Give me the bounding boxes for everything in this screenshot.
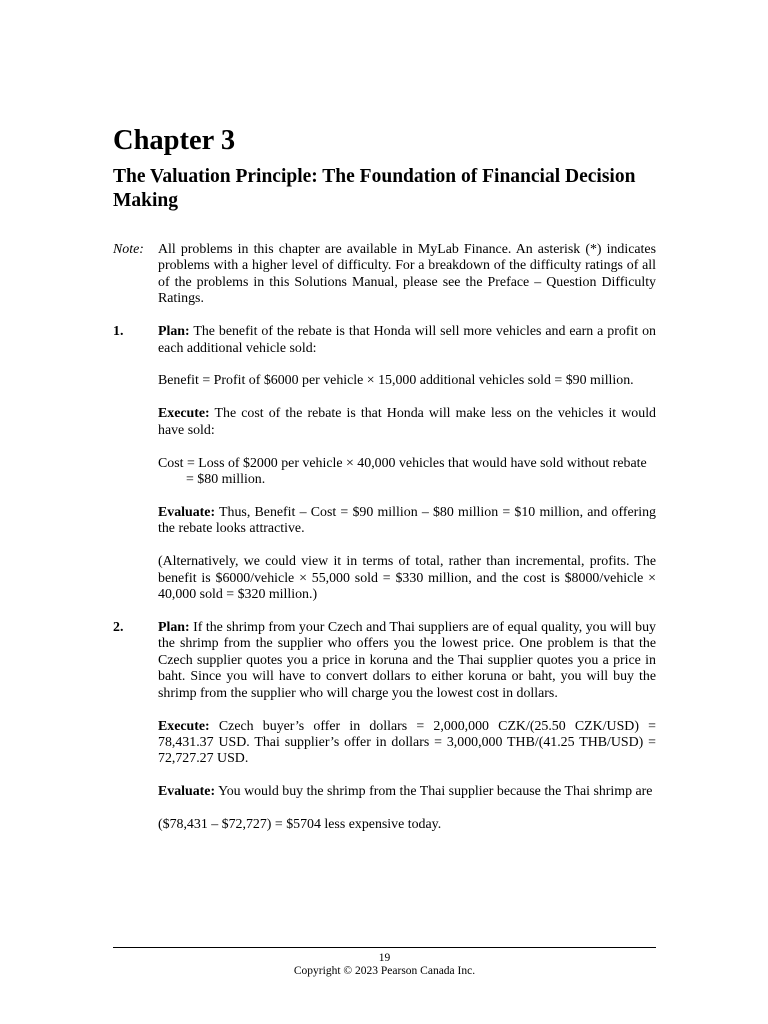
evaluate-label: Evaluate: [158,504,216,520]
benefit-equation: Benefit = Profit of $6000 per vehicle × 15,000 additional vehicles sold = $90 million. [158,373,634,389]
note-block [113,242,656,308]
problem-1-execute [158,406,656,439]
problem-1-number: 1. [113,324,124,340]
plan-text: The benefit of the rebate is that Honda will sell more vehicles and earn a profit on each additional vehicle sold: [158,324,656,356]
cost-equation-line-1: Cost = Loss of $2000 per vehicle × 40,000 vehicles that would have sold without rebate [158,455,647,471]
evaluate-label: Evaluate: [158,784,216,800]
evaluate-text: You would buy the shrimp from the Thai supplier because the Thai shrimp are [215,784,653,800]
cost-equation [158,456,656,489]
cost-equation-line-2: = $80 million. [186,472,266,488]
chapter-title: Chapter 3 [113,125,236,156]
document-body [113,242,656,834]
note-text: All problems in this chapter are available in MyLab Finance. An asterisk (*) indicates problems with a higher level of difficulty. For a breakdown of the difficulty ratings of all of the problems in this Solutions Manual, please see the Preface – Question Difficulty Ratings. [158,242,656,307]
plan-label: Plan: [158,324,190,340]
problem-1-evaluate [158,505,656,538]
page-footer [113,947,656,978]
problem-2-execute [158,719,656,768]
problem-2-number: 2. [113,620,124,635]
execute-label: Execute: [158,718,210,734]
problem-1-plan [158,324,656,357]
evaluate-text: Thus, Benefit – Cost = $90 million – $80 million = $10 million, and offering the rebate looks attractive. [158,504,656,537]
execute-label: Execute: [158,406,210,422]
problem-2 [113,620,656,834]
execute-text: The cost of the rebate is that Honda will make less on the vehicles it would have sold: [158,406,656,438]
plan-label: Plan: [158,620,190,635]
problem-2-final: ($78,431 – $72,727) = $5704 less expensive today. [158,817,442,833]
note-label: Note: [113,242,144,257]
problem-1 [113,324,656,603]
problem-1-alternative: (Alternatively, we could view it in terms of total, rather than incremental, profits. The benefit is $6000/vehicle × 55,000 sold = $330 million, and the cost is $8000/vehicle × 40,000 sold = $320 million.) [158,554,656,603]
copyright-notice: Copyright © 2023 Pearson Canada Inc. [293,965,476,977]
page [113,0,656,1024]
plan-text: If the shrimp from your Czech and Thai suppliers are of equal quality, you will buy the shrimp from the supplier who offers you the lowest price. One problem is that the Czech supplier quotes you a price in koruna and the Thai supplier quotes you a price in baht. Since you will have to convert dollars to either koruna or baht, you will buy the shrimp from the supplier who will charge you the lowest cost in dollars. [158,620,656,701]
chapter-subtitle: The Valuation Principle: The Foundation of Financial Decision Making [113,166,636,211]
page-number: 19 [378,952,391,964]
problem-2-plan [158,620,656,702]
problem-2-evaluate [158,784,656,800]
execute-text: Czech buyer’s offer in dollars = 2,000,000 CZK/(25.50 CZK/USD) = 78,431.37 USD. Thai supplier’s offer in dollars = 3,000,000 THB/(41.25 THB/USD) = 72,727.27 USD. [158,718,656,767]
